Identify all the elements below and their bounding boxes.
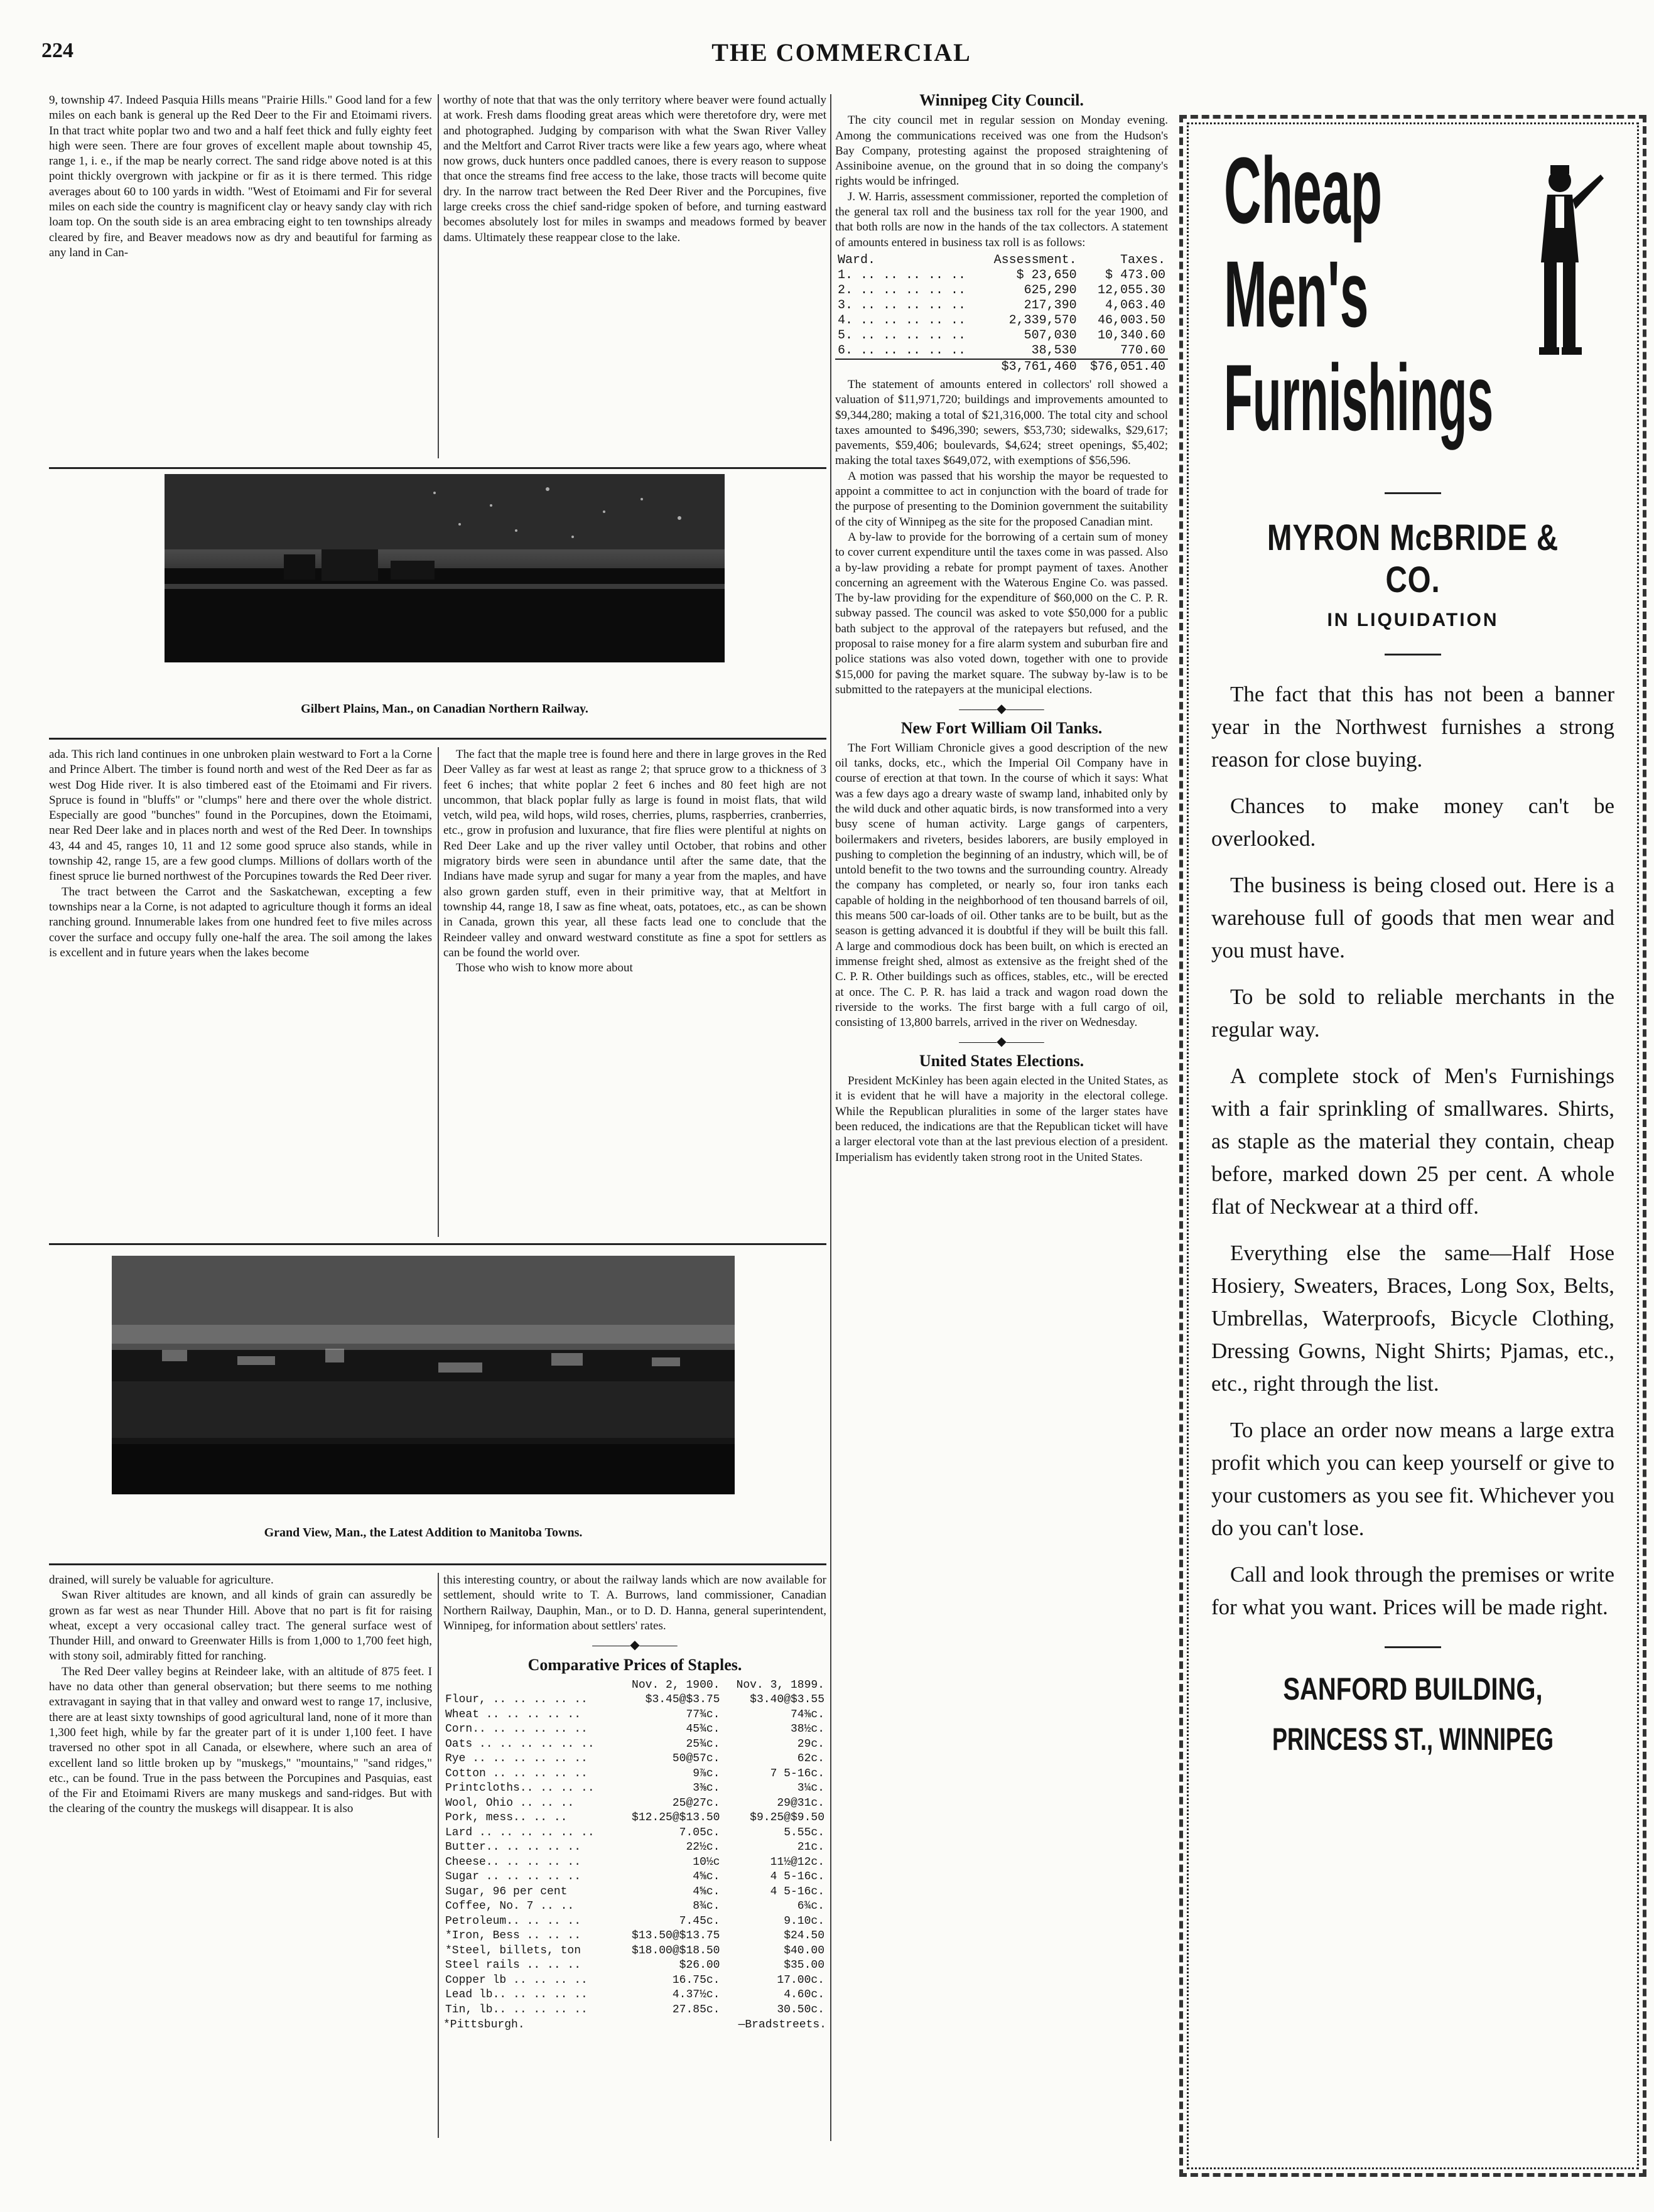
tax-assessment: 625,290 <box>1024 283 1077 298</box>
section-rule <box>49 1563 826 1565</box>
prices-row <box>443 1693 826 1708</box>
elections-title: United States Elections. <box>919 1051 1084 1070</box>
column-divider <box>438 94 439 458</box>
prices-1900: 22½c. <box>686 1841 720 1854</box>
prices-row <box>443 1796 826 1811</box>
prices-item: Cotton .. .. .. .. .. <box>445 1767 588 1780</box>
article-text: President McKinley has been again elected in the United States, as it is evident that he will have a majority in the electoral college. While the Republican pluralities in some of the larger states have been reduced, the indications are that the Republican ticket will have a larger electoral vote than at the last previous election of a president. Imperialism has evidently taken strong root in the United States. <box>835 1074 1168 1164</box>
prices-item: *Steel, billets, ton <box>445 1944 581 1957</box>
prices-title: Comparative Prices of Staples. <box>527 1656 742 1675</box>
prices-item: Printcloths.. .. .. .. <box>445 1782 595 1795</box>
photo-grand-view-image <box>112 1256 735 1494</box>
prices-col-header: Nov. 3, 1899. <box>736 1678 824 1691</box>
advertisement <box>1187 122 1639 2169</box>
prices-item: Sugar .. .. .. .. .. <box>445 1870 581 1884</box>
article-text: worthy of note that that was the only territory where beaver were found actually at work. Fresh dams flooding great areas which were theretofore dry, were met and photographed. Judging by comparison with what the Swan River Valley and the Meltfort and Carrot River tracts were like a few years ago, where wheat now grows, duck hunters once paddled canoes, there is every reason to suppose that once the streams find free access to the lake, those tracts will become quite dry. In the narrow tract between the Red Deer River and the Porcupines, five large creeks cross the chief sand-ridge spoken of before, and turning eastward becomes absolutely lost for miles in swamps and meadows formed by beaver dams. Ultimately these reappear close to the lake. <box>443 94 826 244</box>
prices-row <box>443 1885 826 1900</box>
prices-table <box>443 1678 826 2018</box>
ad-divider <box>1385 1646 1441 1648</box>
tax-col-header: Assessment. <box>993 252 1077 267</box>
prices-1899: 3¼c. <box>797 1782 824 1795</box>
tax-amount: 4,063.40 <box>1105 298 1165 313</box>
prices-1900: 7.45c. <box>679 1914 720 1928</box>
article-text: A by-law to provide for the borrowing of a certain sum of money to cover current expenditure until the taxes come in was passed. Also a by-law providing a rebate for prompt payment of taxes. Another concerning an agreement with the Waterous Engine Co. was passed. The by-law providing for the expenditure of $60,000 on the C. P. R. subway passed. The council was asked to vote $50,000 for a public bath subject to the approval of the ratepayers but refused, and the proposal to raise money for a fire alarm system and suburban fire and police stations was also voted down, together with one to provide $15,000 for paving the market square. The subway by-law is to be submitted to the ratepayers at the municipal elections. <box>835 530 1168 696</box>
col2-top <box>443 93 826 245</box>
article-text: The statement of amounts entered in collectors' roll showed a valuation of $11,971,720; buildings and improvements amounted to $9,344,280; making a total of $21,316,000. The total city and school taxes amounted to $496,390; sewers, $53,730; sidewalks, $29,617; pavements, $59,406; boulevards, $4,624; street openings, $5,402; making the total taxes $649,072, with exemptions of $56,596. <box>835 377 1168 468</box>
prices-1899: 4 5-16c. <box>770 1870 824 1884</box>
article-text: this interesting country, or about the railway lands which are now available for settlement, should write to T. A. Burrows, land commissioner, Canadian Northern Railway, Dauphin, Man., or to D. D. Hanna, general superintendent, Winnipeg, for information about settlers' rates. <box>443 1573 826 1632</box>
column-divider <box>830 94 831 2141</box>
prices-1899: $9.25@$9.50 <box>750 1811 824 1825</box>
section-rule <box>49 467 826 469</box>
prices-row <box>443 1767 826 1782</box>
page-number: 224 <box>41 39 73 62</box>
prices-1900: 45¾c. <box>686 1723 720 1736</box>
tax-row <box>835 268 1168 283</box>
article-text: The Fort William Chronicle gives a good description of the new oil tanks, docks, etc., which the Imperial Oil Company have in course of erection at that town. In the course of which it says: What was a few days ago a dreary waste of swamp land, inhabited only by the wild duck and other aquatic birds, is now transformed into a very busy scene of human activity. Large gangs of carpenters, boilermakers and riveters, besides laborers, are busily employed in pushing to completion the beginning of an industry, which will, be of untold benefit to the two towns and the surrounding country. Already the company has completed, or nearly so, four iron tanks each capable of holding in the neighborhood of ten thousand barrels of oil, this means 500 car-loads of oil. Other tanks are to be built, but as the season is getting advanced it is doubtful if they will be built this fall. A large and commodious dock has been built, on which is erected an immense freight shed, almost as extensive as the freight shed of the C. P. R. Other buildings such as offices, stables, etc., will be erected at once. The C. P. R. has laid a track and wagon road down the riverside to the works. The first barge with a full cargo of oil, consisting of 13,800 barrels, arrived in the river on Wednesday. <box>835 741 1168 1030</box>
prices-row <box>443 1870 826 1885</box>
prices-row <box>443 1929 826 1944</box>
ad-paragraph: To place an order now means a large extra profit which you can keep yourself or give to your customers as you see fit. Whichever you do you can't lose. <box>1211 1418 1614 1540</box>
prices-1900: 8¾c. <box>693 1900 720 1913</box>
article-text: 9, township 47. Indeed Pasquia Hills means "Prairie Hills." Good land for a few miles on each bank is general up the Red Deer to the Fir and Etoimami rivers. In that tract white poplar two and two and a half feet thick and fully eighty feet high were seen. There are four groves of excellent maple about township 45, range 1, i. e., if the map be nearly correct. The sand ridge above noted is at this point thickly overgrown with jackpine or fir as it is there termed. This ridge averages about 60 to 100 yards in width. "West of Etoimami and Fir for several miles on each side the country is magnificent clay or heavy sandy clay with rich loam top. On the south side is an area embracing eight to ten townships already cleared by fire, and Beaver meadows now as dry and beautiful for farming as any land in Can- <box>49 94 432 259</box>
prices-row <box>443 1840 826 1855</box>
photo-grand-view <box>112 1256 735 1494</box>
article-text: The Red Deer valley begins at Reindeer lake, with an altitude of 875 feet. I have no data other than general observation; but there seems to me nothing extravagant in saying that in that valley and onward west to range 17, inclusive, there are at least sixty townships of good agricultural land, none of it more than 1,300 feet high, while by far the greater part of it is under 1,100 feet. I have traversed no other spot in all Canada, or elsewhere, where such an area of excellent land so little broken up by "muskegs," "mountains," "sand ridges," etc., can be found. True in the pass between the Porcupines and Pasquias, east of the Fir and Etoimami Rivers are many muskegs and sand-ridges. But with the clearing of the country the muskegs will disappear. It is also <box>49 1664 432 1816</box>
prices-item: *Iron, Bess .. .. .. <box>445 1929 581 1943</box>
prices-row <box>443 1914 826 1929</box>
prices-item: Steel rails .. .. .. <box>445 1959 581 1972</box>
prices-1900: 3⅜c. <box>693 1782 720 1795</box>
col2-mid <box>443 747 826 976</box>
column-divider <box>438 747 439 1237</box>
tax-row <box>835 313 1168 328</box>
tax-col-header: Ward. <box>838 252 876 267</box>
section-rule <box>49 738 826 740</box>
article-text: The tract between the Carrot and the Saskatchewan, excepting a few townships near a la Corne, is not adapted to agriculture though it forms an ideal ranching ground. Innumerable lakes from one hundred feet to five miles across cover the surface and occupy fully one-half the area. The soil among the lakes is excellent and in future years when the lakes become <box>49 885 432 959</box>
prices-col-header: Nov. 2, 1900. <box>632 1678 720 1691</box>
prices-1899: $40.00 <box>784 1944 824 1957</box>
article-text: ada. This rich land continues in one unbroken plain westward to Fort a la Corne and Prince Albert. The timber is found north and west of the Red Deer as far as west Dog Hide river. It is also timbered east of the Etoimami and Fir rivers. Spruce is found in "bluffs" or "clumps" here and there over the whole district. Especially are good "bunches" found in the Porcupines, down the Etoimami, near Red Deer lake and in places north and west of the Red Deer. In townships 43, 44 and 45, ranges 10, 11 and 12 some good spruce also stands, while in township 42, range 15, are a few good clumps. Millions of dollars worth of the finest spruce lie burned northwest of the Porcupines towards the Red Deer river. <box>49 748 432 883</box>
prices-1899: $24.50 <box>784 1929 824 1943</box>
prices-1899: 9.10c. <box>784 1914 824 1928</box>
council-title: Winnipeg City Council. <box>919 91 1084 109</box>
prices-row <box>443 1958 826 1973</box>
oil-title: New Fort William Oil Tanks. <box>900 718 1103 737</box>
prices-1899: 62c. <box>797 1752 824 1766</box>
ad-paragraph: Everything else the same—Half Hose Hosiery, Sweaters, Braces, Long Sox, Belts, Umbrellas, Waterproofs, Bicycle Clothing, Dressing Gowns, Night Shirts; Pjamas, etc., etc., right through the list. <box>1211 1241 1614 1396</box>
prices-1899: 29@31c. <box>777 1796 824 1810</box>
tax-ward: 3. .. .. .. .. .. <box>838 298 966 313</box>
prices-row <box>443 1722 826 1737</box>
prices-1899: 17.00c. <box>777 1973 824 1987</box>
ad-headline-line2: Men's <box>1224 241 1369 347</box>
prices-1899: 7 5-16c. <box>770 1767 824 1780</box>
prices-row <box>443 1781 826 1796</box>
prices-1900: 77¾c. <box>686 1708 720 1721</box>
photo-gilbert-plains <box>165 474 725 662</box>
tax-table <box>835 253 1168 375</box>
prices-row <box>443 2003 826 2018</box>
prices-1899: $3.40@$3.55 <box>750 1693 824 1707</box>
article-text: drained, will surely be valuable for agriculture. <box>49 1573 274 1587</box>
section-rule <box>49 1243 826 1245</box>
ad-paragraph: A complete stock of Men's Furnishings with a fair sprinkling of smallwares. Shirts, as staple as the material they contain, cheap before, marked down 25 per cent. A whole flat of Neckwear at a third off. <box>1211 1064 1614 1219</box>
prices-1899: 5.55c. <box>784 1826 824 1839</box>
prices-item: Cheese.. .. .. .. .. <box>445 1855 581 1869</box>
ad-paragraph: To be sold to reliable merchants in the regular way. <box>1211 985 1614 1042</box>
tax-assessment: 217,390 <box>1024 298 1077 313</box>
photo-gilbert-plains-image <box>165 474 725 662</box>
ad-paragraph: The business is being closed out. Here is a warehouse full of goods that men wear and you must have. <box>1211 873 1614 963</box>
article-text: A motion was passed that his worship the mayor be requested to appoint a committee to act in conjunction with the board of trade for the purpose of presenting to the Dominion government the suitability of the city of Winnipeg as the site for the proposed Canadian mint. <box>835 469 1168 529</box>
col3 <box>835 93 1168 1165</box>
tax-row <box>835 343 1168 359</box>
prices-1899: 6¾c. <box>797 1900 824 1913</box>
tax-amount: $ 473.00 <box>1105 267 1165 283</box>
prices-row <box>443 1944 826 1959</box>
tax-assessment: 2,339,570 <box>1008 313 1077 328</box>
masthead: THE COMMERCIAL <box>711 38 971 67</box>
prices-1900: 4.37½c. <box>672 1988 720 2002</box>
prices-1900: 4⅝c. <box>693 1870 720 1884</box>
tax-amount: 770.60 <box>1120 343 1165 358</box>
tax-ward: 2. .. .. .. .. .. <box>838 283 966 298</box>
prices-1900: $13.50@$13.75 <box>632 1929 720 1943</box>
ad-paragraph: Call and look through the premises or write for what you want. Prices will be made right. <box>1211 1562 1614 1619</box>
ad-headline-line3: Furnishings <box>1224 345 1494 450</box>
prices-row <box>443 1855 826 1870</box>
prices-row <box>443 1973 826 1988</box>
tax-assessment: $ 23,650 <box>1016 267 1077 283</box>
prices-row <box>443 1708 826 1723</box>
prices-row <box>443 1899 826 1914</box>
col1-bottom <box>49 1573 432 1817</box>
prices-1899: $35.00 <box>784 1959 824 1972</box>
ad-paragraph: Chances to make money can't be overlooked. <box>1211 794 1614 851</box>
photo2-caption: Grand View, Man., the Latest Addition to Manitoba Towns. <box>264 1526 583 1540</box>
tax-ward: 5. .. .. .. .. .. <box>838 328 966 343</box>
prices-1899: 11½@12c. <box>770 1855 824 1869</box>
prices-1900: 50@57c. <box>672 1752 720 1766</box>
prices-1900: $3.45@$3.75 <box>645 1693 720 1707</box>
ad-address-line1: SANFORD BUILDING, <box>1283 1671 1543 1707</box>
prices-1899: 30.50c. <box>777 2003 824 2016</box>
tax-row <box>835 283 1168 298</box>
prices-item: Petroleum.. .. .. .. <box>445 1914 581 1928</box>
prices-1900: 27.85c. <box>672 2003 720 2016</box>
ad-divider <box>1385 492 1441 494</box>
prices-1899: 38½c. <box>790 1723 824 1736</box>
article-text: The fact that the maple tree is found here and there in large groves in the Red Deer Valley as far west at least as range 2; that spruce grow to a thickness of 3 feet 6 inches; that white poplar 2 feet 6 inches and 80 feet high are not uncommon, that black poplar fully as large is found in moist flats, that wild vetch, wild pea, wild hops, wild roses, cherries, plums, raspberries, cranberries, etc., grow in profusion and luxurance, that fire flies were plentiful at nights on Red Deer Lake and up the river valley until October, that robins and other migratory birds were seen in abundance until after the same date, that the Indians have made syrup and sugar for many a year from the maples, and have also grown garden stuff, even in their primitive way, that at Meltfort in township 44, range 18, I saw as fine wheat, oats, potatoes, etc., as can be shown in Canada, grown this year, all these facts lead one to conclude that the Reindeer valley and onward westward constitute as fine a spot for settlers as can be found the world over. <box>443 748 826 959</box>
tax-total-assessment: $3,761,460 <box>1001 359 1077 374</box>
col1-mid <box>49 747 432 961</box>
tax-total-taxes: $76,051.40 <box>1089 359 1165 374</box>
ad-paragraph: The fact that this has not been a banner year in the Northwest furnishes a strong reason for close buying. <box>1211 682 1614 772</box>
prices-item: Wool, Ohio .. .. .. <box>445 1796 575 1810</box>
prices-1899: 4.60c. <box>784 1988 824 2002</box>
prices-1899: 21c. <box>797 1841 824 1854</box>
prices-1899: 4 5-16c. <box>770 1885 824 1898</box>
prices-item: Rye .. .. .. .. .. .. <box>445 1752 588 1766</box>
tax-amount: 12,055.30 <box>1097 283 1165 298</box>
tax-assessment: 38,530 <box>1031 343 1077 358</box>
ad-address-line2: PRINCESS ST., WINNIPEG <box>1272 1722 1554 1757</box>
article-text: Swan River altitudes are known, and all kinds of grain can assuredly be grown as far west as near Thunder Hill. Above that no part is fit for raising wheat, except a very occasional calley tract. The general surface west of Thunder Hill, and onward to Greenwater Hills is from 1,000 to 1,700 feet high, with stony soil, admirably fitted for ranching. <box>49 1589 432 1663</box>
prices-1900: 9⅞c. <box>693 1767 720 1780</box>
prices-1900: $26.00 <box>679 1959 720 1972</box>
prices-row <box>443 1752 826 1767</box>
prices-1900: $18.00@$18.50 <box>632 1944 720 1957</box>
prices-item: Butter.. .. .. .. .. <box>445 1841 581 1854</box>
prices-1900: 10½c <box>693 1855 720 1869</box>
prices-item: Lead lb.. .. .. .. .. <box>445 1988 588 2002</box>
prices-item: Oats .. .. .. .. .. .. <box>445 1737 595 1751</box>
tax-ward: 4. .. .. .. .. .. <box>838 313 966 328</box>
tax-row <box>835 328 1168 343</box>
article-text: J. W. Harris, assessment commissioner, reported the completion of the general tax roll and the business tax roll for the year 1900, and that both rolls are now in the hands of the tax collectors. A statement of amounts entered in business tax roll is as follows: <box>835 190 1168 249</box>
prices-row <box>443 1811 826 1826</box>
prices-1900: 4⅝c. <box>693 1885 720 1898</box>
prices-item: Corn.. .. .. .. .. .. <box>445 1723 588 1736</box>
prices-footnote: *Pittsburgh. <box>443 2019 525 2032</box>
prices-1900: 7.05c. <box>679 1826 720 1839</box>
col2-bottom <box>443 1573 826 2033</box>
prices-item: Lard .. .. .. .. .. .. <box>445 1826 595 1839</box>
prices-1899: 29c. <box>797 1737 824 1751</box>
tax-row <box>835 298 1168 313</box>
tax-amount: 10,340.60 <box>1097 328 1165 343</box>
prices-1900: 25¾c. <box>686 1737 720 1751</box>
article-text: Those who wish to know more about <box>456 961 633 975</box>
prices-item: Flour, .. .. .. .. .. <box>445 1693 588 1707</box>
prices-item: Sugar, 96 per cent <box>445 1885 568 1898</box>
tax-col-header: Taxes. <box>1120 252 1165 267</box>
ad-headline-line1: Cheap <box>1224 138 1383 243</box>
tax-assessment: 507,030 <box>1024 328 1077 343</box>
prices-item: Tin, lb.. .. .. .. .. <box>445 2003 588 2016</box>
col1-top <box>49 93 432 261</box>
prices-1900: $12.25@$13.50 <box>632 1811 720 1825</box>
ad-company: MYRON McBRIDE & CO. <box>1267 517 1559 600</box>
ornament-divider: ———◆——— <box>959 702 1044 716</box>
prices-1899: 74⅜c. <box>790 1708 824 1721</box>
prices-row <box>443 1988 826 2003</box>
prices-item: Copper lb .. .. .. .. <box>445 1973 588 1987</box>
column-divider <box>438 1573 439 2138</box>
prices-item: Pork, mess.. .. .. <box>445 1811 568 1825</box>
prices-row <box>443 1737 826 1752</box>
prices-item: Coffee, No. 7 .. .. <box>445 1900 575 1913</box>
ad-status: IN LIQUIDATION <box>1327 610 1499 630</box>
prices-row <box>443 1826 826 1841</box>
prices-source: —Bradstreets. <box>738 2019 826 2032</box>
tax-ward: 6. .. .. .. .. .. <box>838 343 966 358</box>
tax-ward: 1. .. .. .. .. .. <box>838 267 966 283</box>
ornament-divider: ———◆——— <box>959 1035 1044 1049</box>
article-text: The city council met in regular session on Monday evening. Among the communications received was one from the Hudson's Bay Company, protesting against the proposed straightening of Assiniboine avenue, on the ground that in so doing the company's rights would be infringed. <box>835 114 1168 188</box>
prices-item: Wheat .. .. .. .. .. <box>445 1708 581 1721</box>
tax-amount: 46,003.50 <box>1097 313 1165 328</box>
ad-headline <box>1211 138 1614 470</box>
prices-1900: 25@27c. <box>672 1796 720 1810</box>
photo1-caption: Gilbert Plains, Man., on Canadian Northern Railway. <box>301 702 588 716</box>
ornament-divider: ———◆——— <box>592 1638 678 1653</box>
gentleman-figure-icon <box>1513 162 1607 363</box>
prices-1900: 16.75c. <box>672 1973 720 1987</box>
ad-divider <box>1385 654 1441 656</box>
